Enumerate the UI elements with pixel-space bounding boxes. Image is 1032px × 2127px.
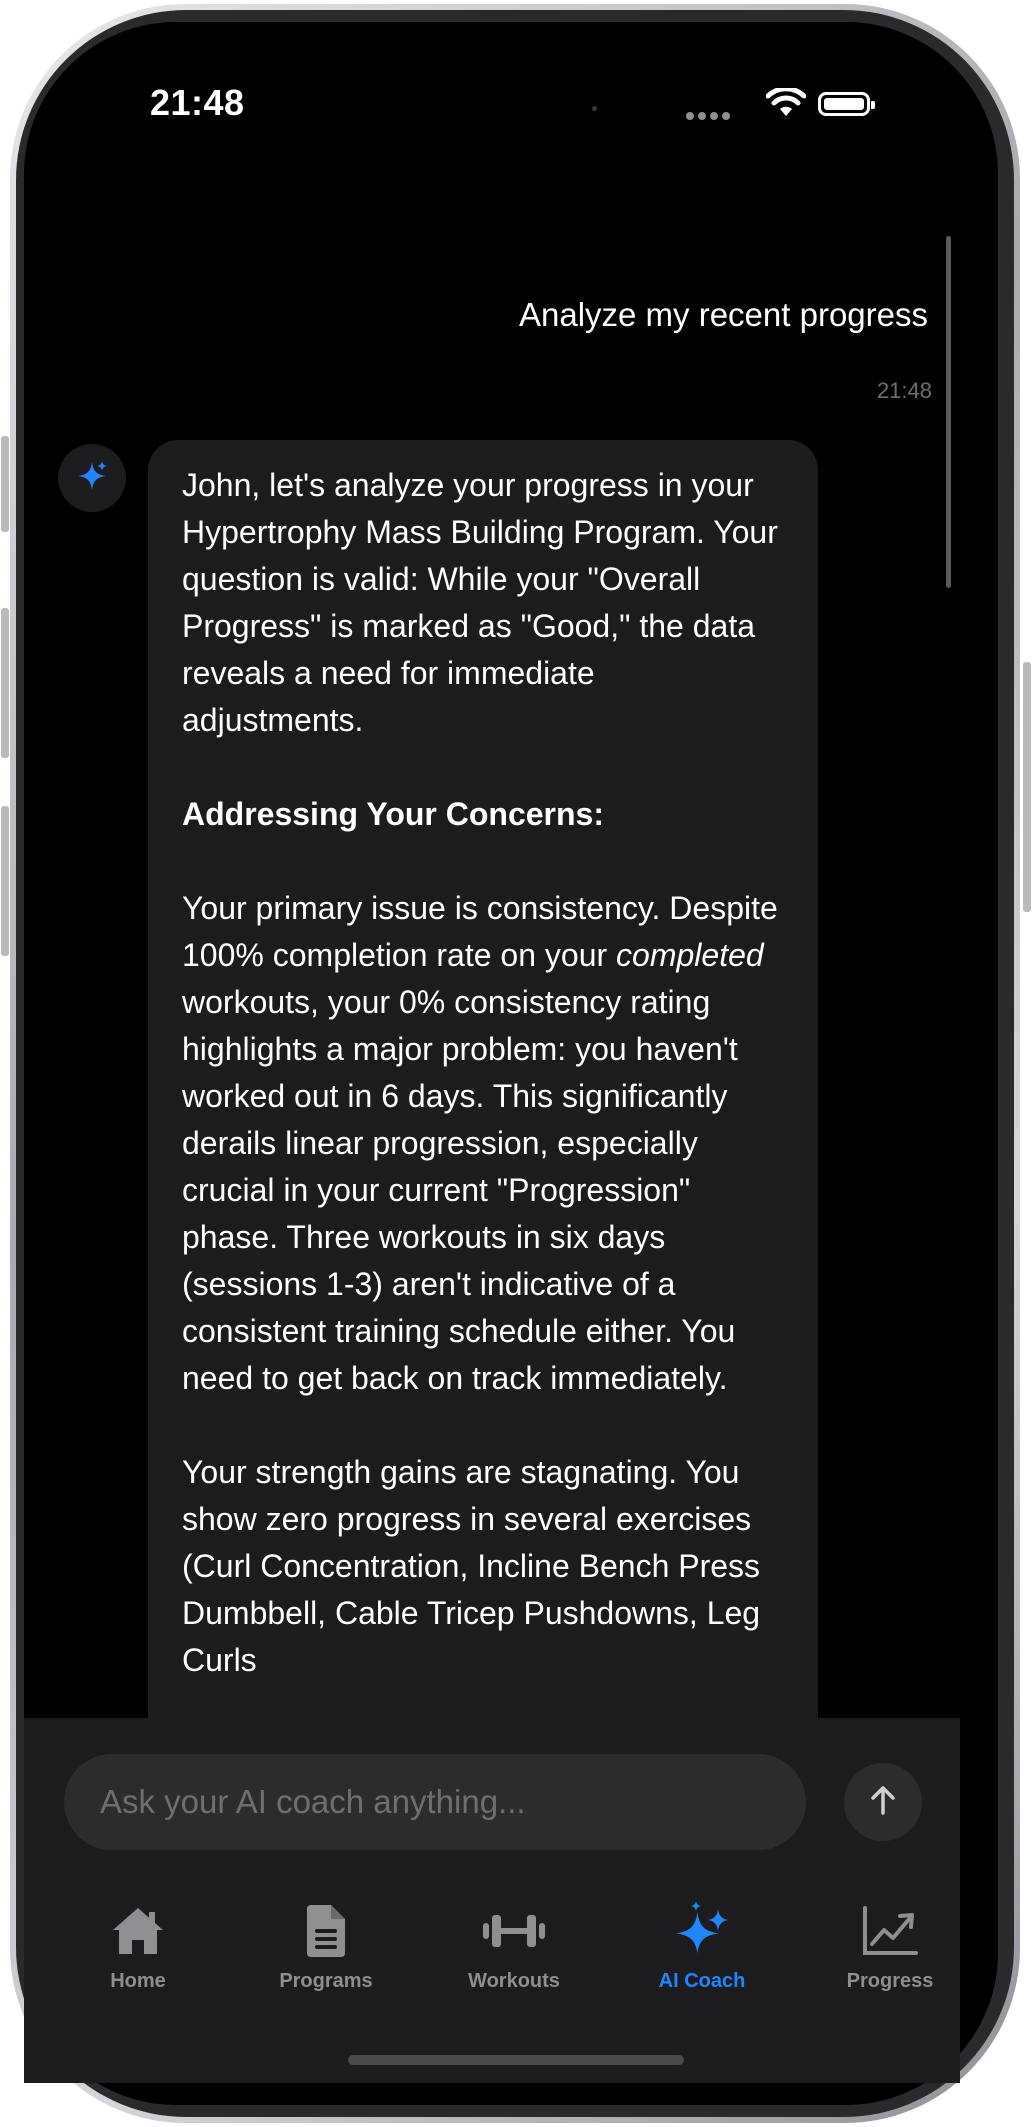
action-button — [1, 436, 9, 532]
tab-ai-coach[interactable] — [622, 1900, 782, 1993]
house-icon — [58, 1900, 218, 1962]
side-button — [1023, 662, 1031, 912]
document-icon — [246, 1900, 406, 1962]
tab-workouts-label: Workouts — [468, 1970, 560, 1992]
volume-up-button — [1, 608, 9, 758]
scroll-indicator[interactable] — [946, 236, 951, 588]
ai-message-bubble — [148, 440, 818, 1760]
user-message: Analyze my recent progress — [518, 296, 928, 333]
cellular-signal-icon — [686, 107, 734, 115]
ai-heading-text: Addressing Your Concerns: — [182, 796, 604, 832]
tab-home[interactable] — [58, 1900, 218, 1993]
tab-bar — [24, 1900, 960, 2010]
ai-heading — [182, 791, 784, 838]
ai-paragraph — [182, 885, 784, 1402]
dumbbell-icon — [434, 1900, 594, 1962]
arrow-up-icon — [866, 1783, 900, 1822]
user-message-time: 21:48 — [876, 378, 932, 403]
tab-progress[interactable] — [810, 1900, 970, 1993]
ai-avatar — [58, 444, 126, 512]
tab-workouts[interactable] — [434, 1900, 594, 1993]
battery-icon — [818, 92, 870, 116]
ai-paragraph: John, let's analyze your progress in your Hypertrophy Mass Building Program. Your question is valid: While your "Overall Progress" is marked as "Good," the data reveals a need for immediate adjustments. — [182, 467, 778, 738]
message-input[interactable]: Ask your AI coach anything... — [64, 1754, 806, 1850]
sparkle-icon — [75, 459, 109, 498]
status-time: 21:48 — [150, 82, 245, 123]
island-dot — [592, 106, 597, 111]
chart-icon — [810, 1900, 970, 1962]
send-button[interactable] — [844, 1763, 922, 1841]
home-indicator[interactable] — [348, 2055, 684, 2065]
ai-paragraph: Your strength gains are stagnating. You show zero progress in several exercises (Curl Concentration, Incline Bench Press Dumbbell, Cable Tricep Pushdowns, Leg Curls — [182, 1454, 761, 1678]
wifi-icon — [766, 88, 806, 123]
sparkles-icon — [622, 1900, 782, 1962]
tab-home-label: Home — [110, 1970, 166, 1992]
tab-progress-label: Progress — [846, 1970, 934, 1992]
tab-ai-coach-label: AI Coach — [658, 1970, 746, 1992]
ai-text-italic: completed — [616, 937, 764, 973]
volume-down-button — [1, 806, 9, 956]
ai-text-span: workouts, your 0% consistency rating highlights a major problem: you haven't worked out in 6 days. This significantly derails linear progression, especially crucial in your current "Progression" phase. Three workouts in six days (sessions 1-3) aren't indicative of a consistent training schedule either. You need to get back on track immediately. — [182, 984, 738, 1396]
tab-programs[interactable] — [246, 1900, 406, 1993]
ai-text-span: Your primary issue is consistency. Despite 100% completion rate on your — [182, 890, 778, 973]
tab-programs-label: Programs — [279, 1970, 373, 1992]
